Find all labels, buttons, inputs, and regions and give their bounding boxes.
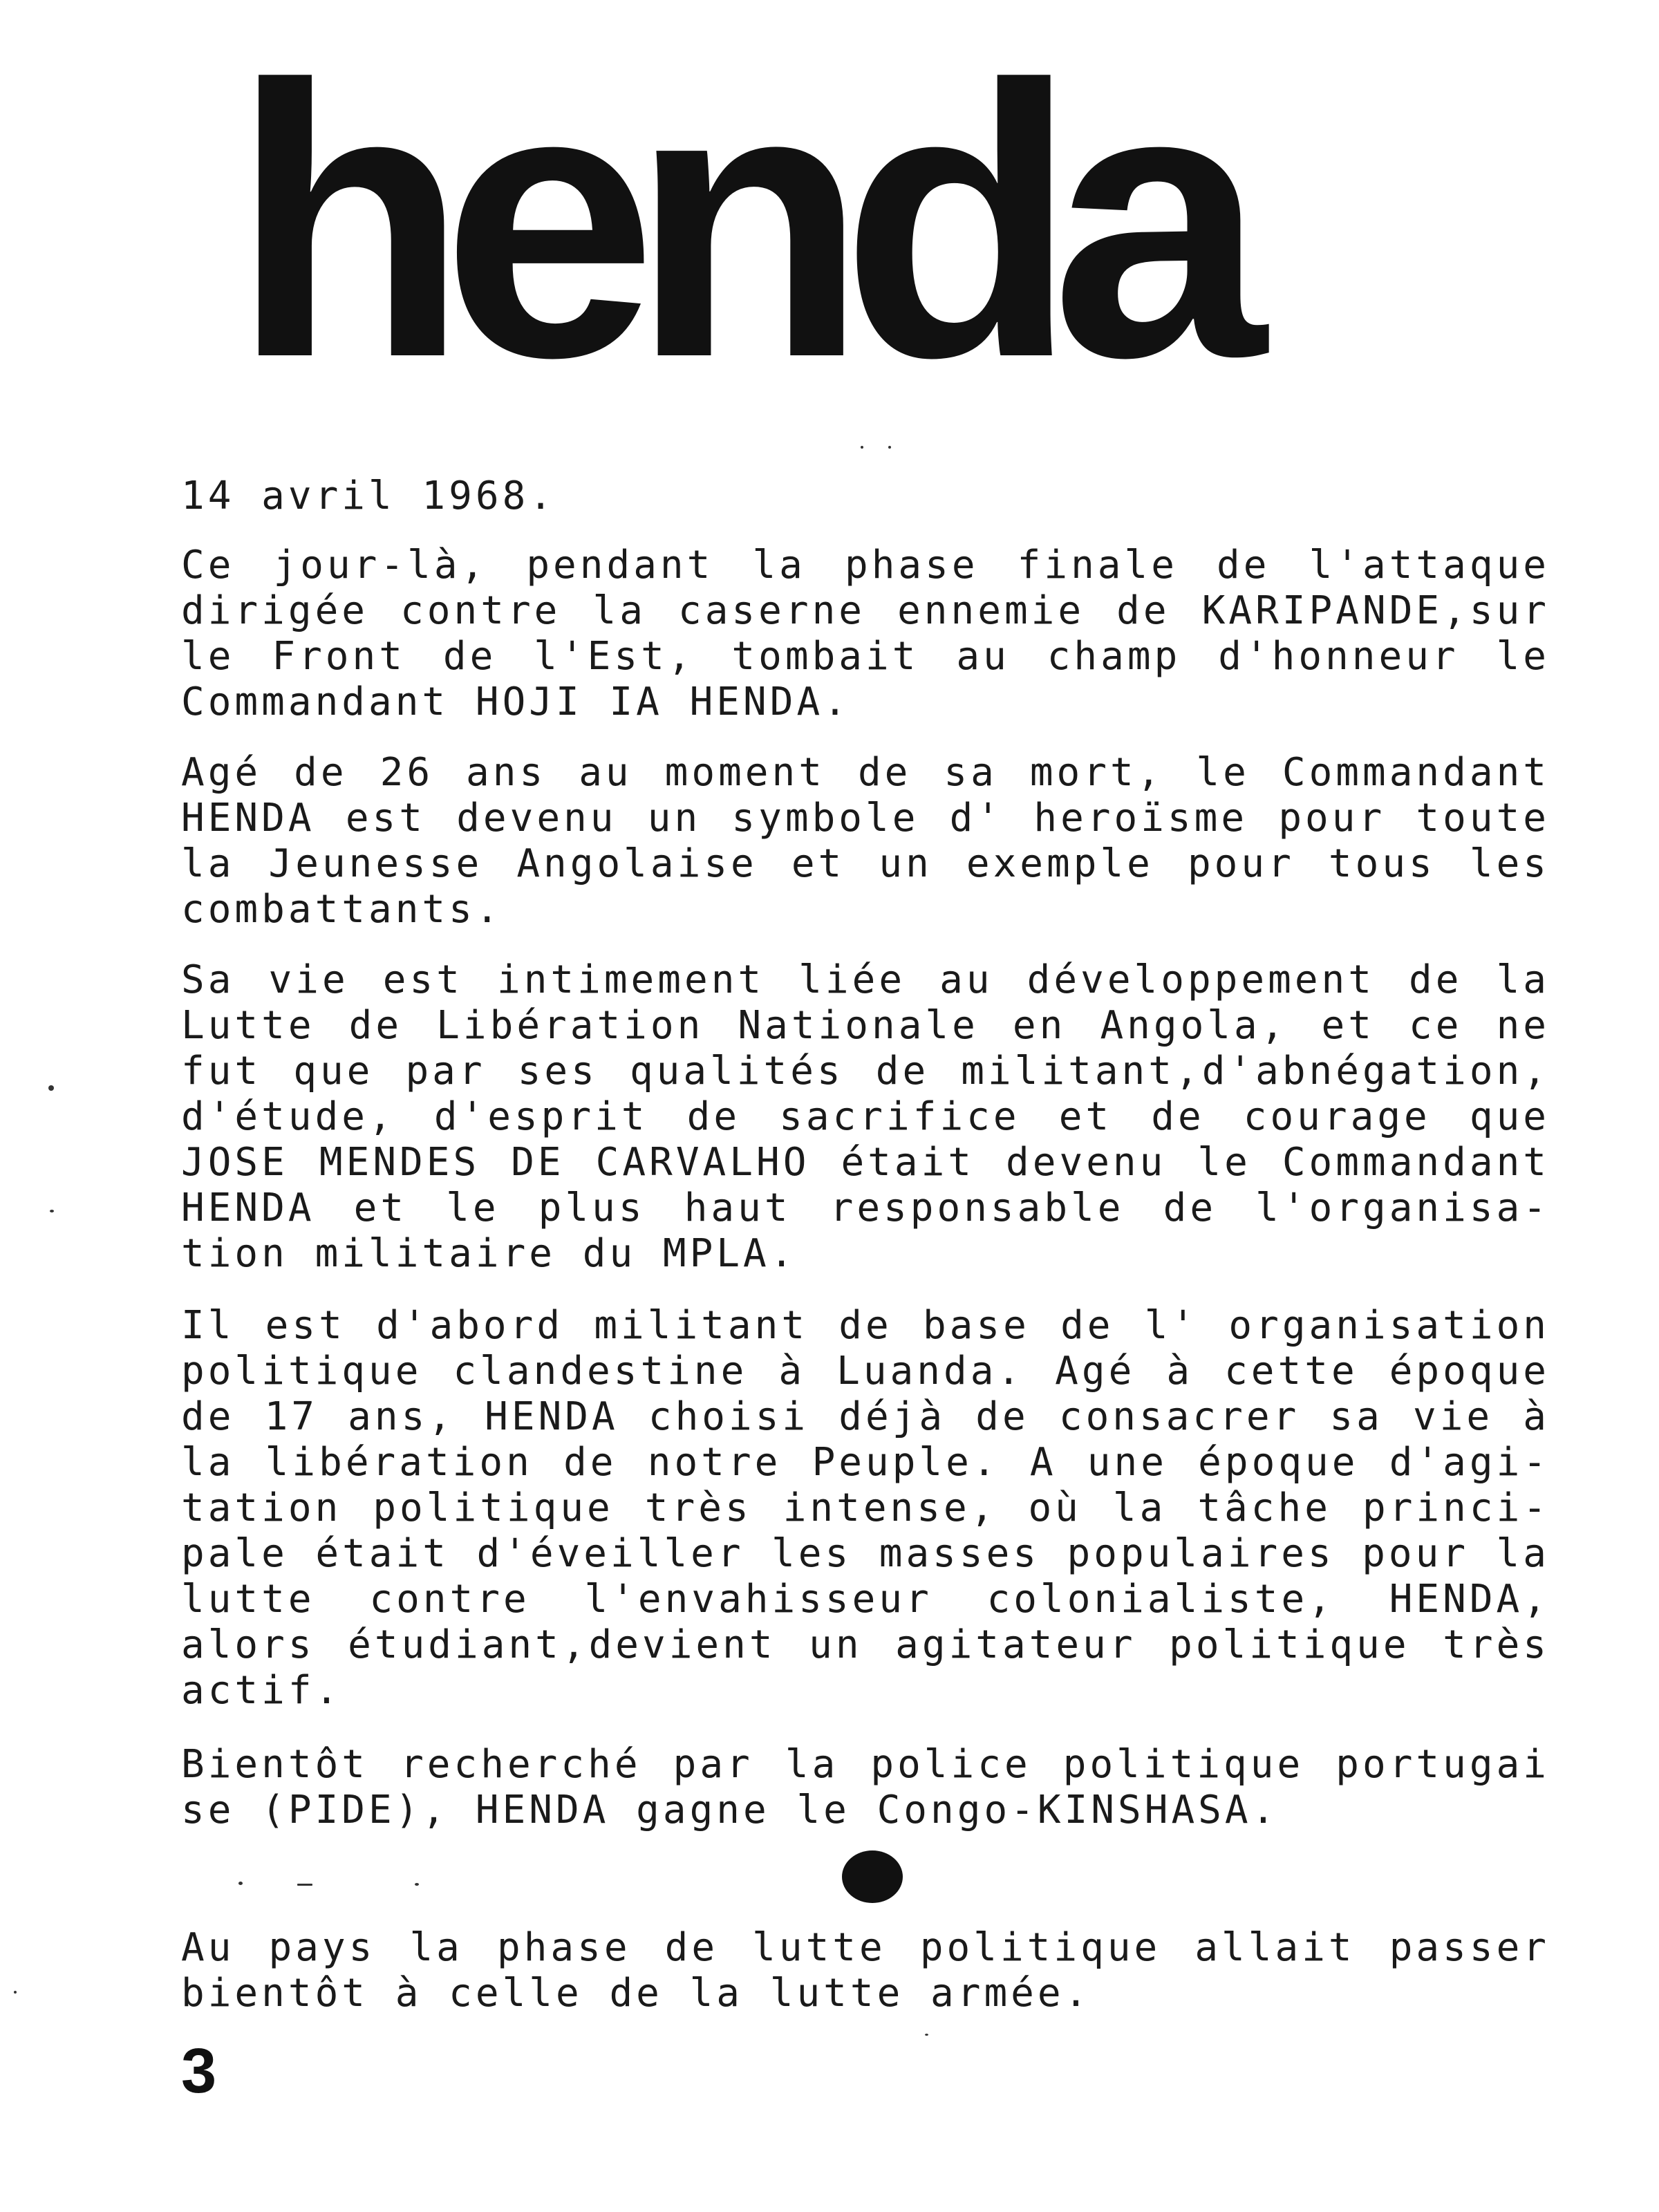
dateline: 14 avril 1968.: [181, 474, 556, 518]
page-number: 3: [181, 2036, 217, 2106]
scan-speck: [48, 1085, 54, 1091]
scan-speck: [238, 1882, 243, 1885]
masthead-title: henda: [232, 5, 1241, 438]
paragraph-armed-struggle: Au pays la phase de lutte politique allait passer bientôt à celle de la lutte armée.: [181, 1925, 1550, 2016]
paragraph-pide: Bientôt recherché par la police politique portugai se (PIDE), HENDA gagne le Congo-KINSHASA.: [181, 1742, 1550, 1833]
separator-bullet-icon: [842, 1850, 903, 1903]
scan-speck: [861, 446, 863, 449]
paragraph-attack: Ce jour-là, pendant la phase finale de l'attaque dirigée contre la caserne ennemie de KARIPANDE,sur le Front de l'Est, tombait au champ d'honneur le Commandant HOJI IA HENDA.: [181, 543, 1550, 724]
scan-speck: [888, 446, 891, 449]
paragraph-symbol: Agé de 26 ans au moment de sa mort, le Commandant HENDA est devenu un symbole d' heroïsme pour toute la Jeunesse Angolaise et un exemple pour tous les combattants.: [181, 750, 1550, 932]
scan-speck: [925, 2034, 928, 2036]
paragraph-militant: Il est d'abord militant de base de l' organisation politique clandestine à Luanda. Agé à cette époque de 17 ans, HENDA choisi déjà de consacrer sa vie à la libération de notre Peuple. A une époque d'agi-tation politique très intense, où la tâche princi-pale était d'éveiller les masses populaires pour la lutte contre l'envahisseur colonialiste, HENDA, alors étudiant,devient un agitateur politique très actif.: [181, 1303, 1550, 1713]
scan-speck: [50, 1210, 54, 1212]
paragraph-life: Sa vie est intimement liée au développement de la Lutte de Libération Nationale en Angola, et ce ne fut que par ses qualités de militant,d'abnégation, d'étude, d'esprit de sacrifice et de courage que JOSE MENDES DE CARVALHO était devenu le Commandant HENDA et le plus haut responsable de l'organisa-tion militaire du MPLA.: [181, 957, 1550, 1276]
scan-speck: [14, 1991, 17, 1994]
scan-speck: [415, 1883, 419, 1886]
scan-speck: [297, 1884, 312, 1886]
